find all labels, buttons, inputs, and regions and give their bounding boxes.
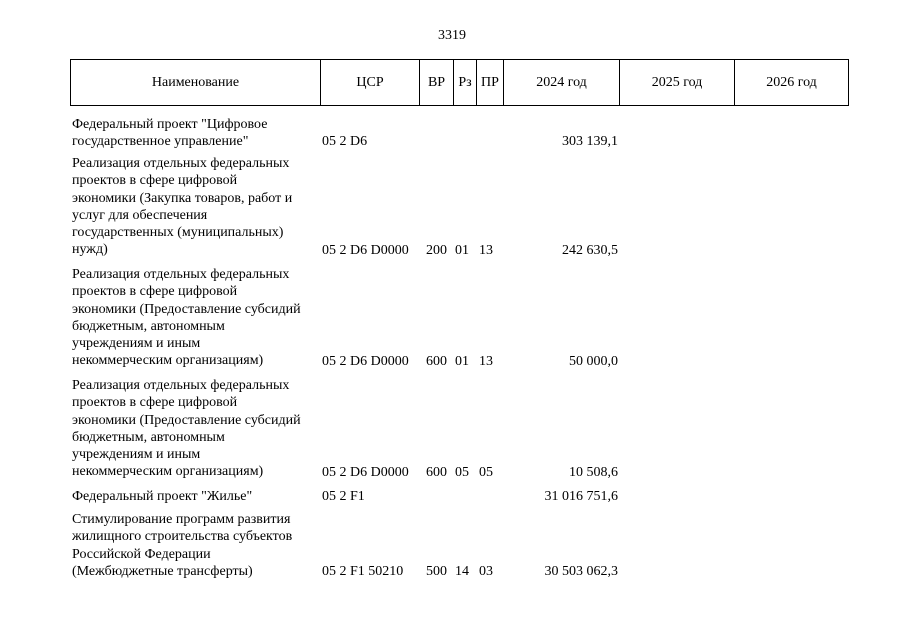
row-name: Реализация отдельных федеральных проектов в сфере цифровой экономики (Предоставление субсидий бюджетным, автономным учреждениям и иным некоммерческим организациям) bbox=[72, 267, 301, 369]
row-rz: 05 bbox=[455, 464, 469, 480]
row-vr: 600 bbox=[426, 353, 447, 369]
row-pr: 13 bbox=[479, 353, 493, 369]
row-pr: 13 bbox=[479, 242, 493, 258]
header-2024: 2024 год bbox=[504, 60, 620, 105]
row-name: Реализация отдельных федеральных проектов в сфере цифровой экономики (Предоставление субсидий бюджетным, автономным учреждениям и иным некоммерческим организациям) bbox=[72, 378, 301, 480]
row-2024: 303 139,1 bbox=[562, 134, 618, 150]
row-pr: 05 bbox=[479, 464, 493, 480]
row-csr: 05 2 D6 D0000 bbox=[322, 464, 409, 480]
row-2024: 50 000,0 bbox=[569, 353, 618, 369]
row-2024: 242 630,5 bbox=[562, 242, 618, 258]
row-csr: 05 2 F1 bbox=[322, 489, 365, 504]
row-csr: 05 2 D6 D0000 bbox=[322, 353, 409, 369]
row-rz: 14 bbox=[455, 563, 469, 579]
row-name: Реализация отдельных федеральных проектов в сфере цифровой экономики (Закупка товаров, работ и услуг для обеспечения государственных (муниципальных) нужд) bbox=[72, 156, 293, 258]
row-rz: 01 bbox=[455, 242, 469, 258]
row-rz: 01 bbox=[455, 353, 469, 369]
row-2024: 10 508,6 bbox=[569, 464, 618, 480]
row-csr: 05 2 F1 50210 bbox=[322, 563, 404, 579]
row-2024: 30 503 062,3 bbox=[544, 563, 618, 579]
header-2025: 2025 год bbox=[620, 60, 735, 105]
row-name: Федеральный проект "Цифровое государственное управление" bbox=[72, 117, 268, 150]
row-vr: 200 bbox=[426, 242, 447, 258]
header-rz: Рз bbox=[454, 60, 477, 105]
row-vr: 600 bbox=[426, 464, 447, 480]
table-header bbox=[70, 59, 849, 106]
header-pr: ПР bbox=[477, 60, 504, 105]
row-2024: 31 016 751,6 bbox=[544, 489, 618, 504]
row-name: Федеральный проект "Жилье" bbox=[72, 489, 253, 504]
row-vr: 500 bbox=[426, 563, 447, 579]
row-csr: 05 2 D6 D0000 bbox=[322, 242, 409, 258]
header-2026: 2026 год bbox=[766, 74, 817, 90]
page-number: 3319 bbox=[438, 28, 466, 43]
header-vr: ВР bbox=[420, 60, 454, 105]
row-csr: 05 2 D6 bbox=[322, 134, 368, 150]
header-csr: ЦСР bbox=[321, 60, 420, 105]
row-name: Стимулирование программ развития жилищного строительства субъектов Российской Федерации (Межбюджетные трансферты) bbox=[72, 512, 293, 579]
header-name: Наименование bbox=[71, 60, 321, 105]
row-pr: 03 bbox=[479, 563, 493, 579]
